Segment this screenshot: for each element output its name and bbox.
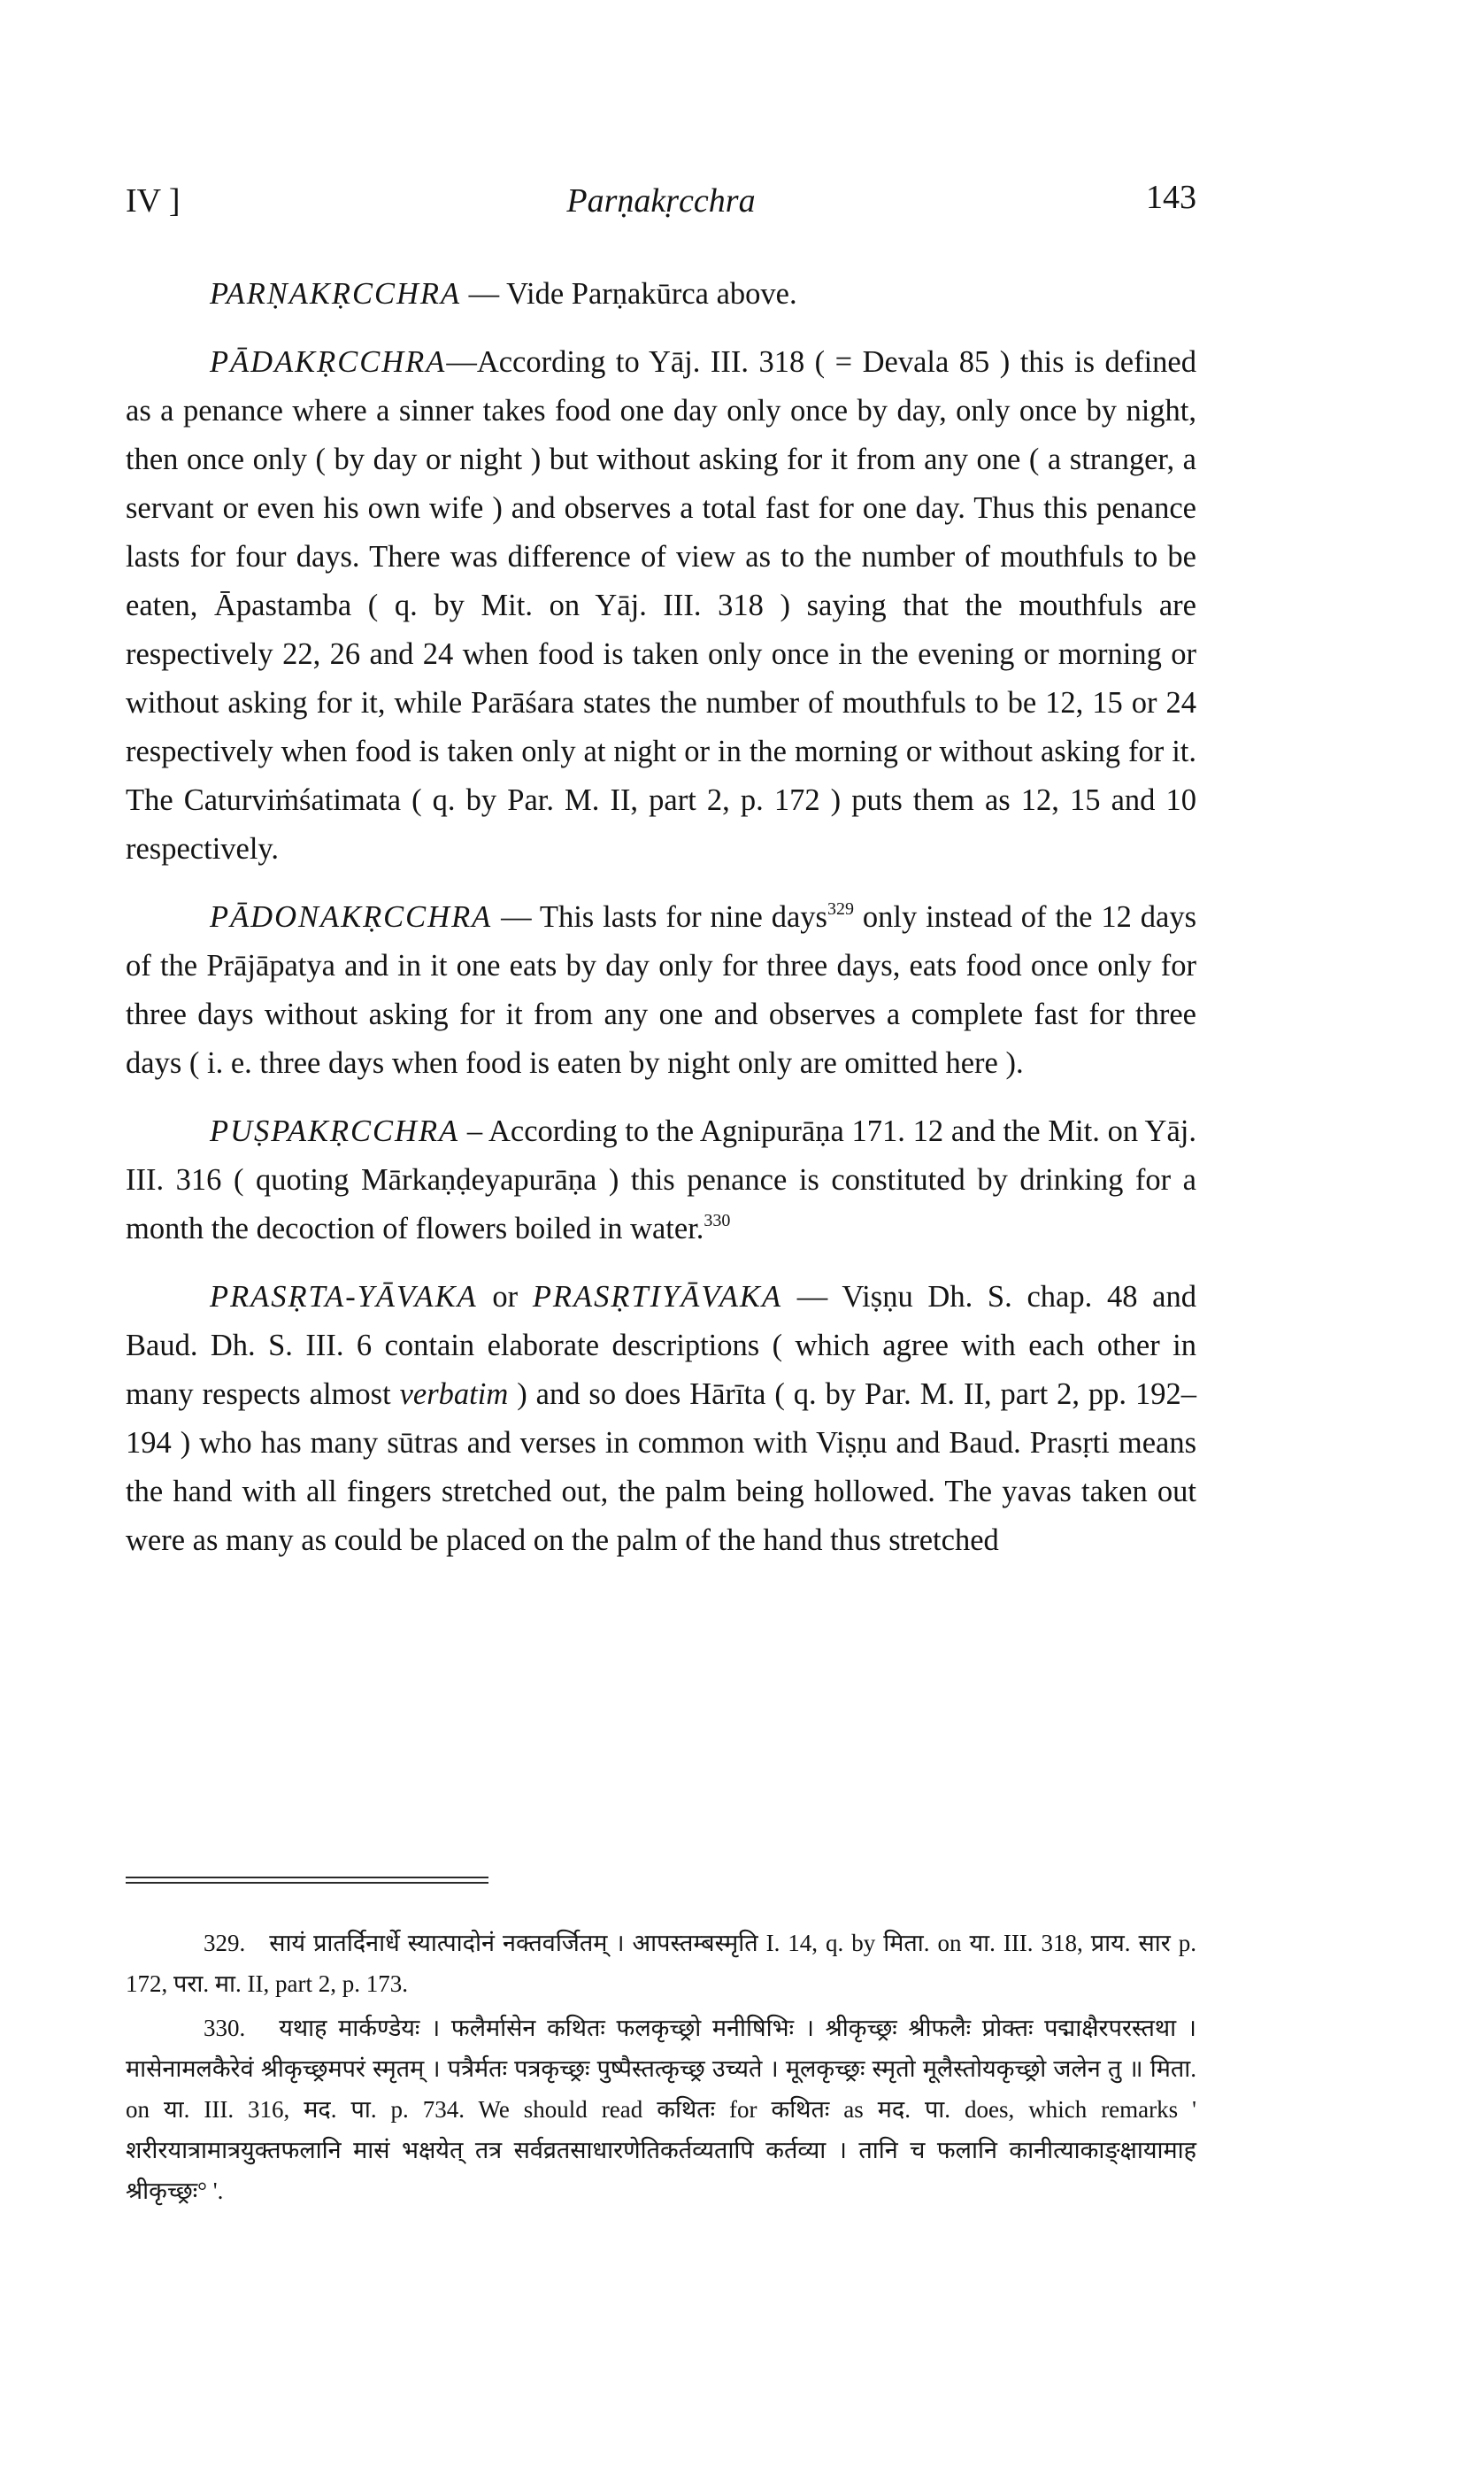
entry-text-cont: ) and so does Hārīta ( q. by Par. M. II, part 2, pp. 192–194 ) who has many sūtras and verses in common with Viṣṇu and Baud. Prasṛti means the hand with all fingers stretched out, the palm being hollowed. The yavas taken out were as many as could be placed on the palm of the hand thus stretched [126,1377,1196,1557]
footnote-329 [126,1923,1196,2004]
page-number: 143 [1146,179,1196,216]
running-title: Parṇakṛcchra [566,182,756,220]
entry-term-alt: PRASṚTIYĀVAKA [532,1280,783,1314]
footnote-ref-329[interactable]: 329 [827,899,854,919]
entry-text: — This lasts for nine days [492,900,827,934]
body-text [126,270,1196,1584]
entry-text: – According to the Agnipurāṇa 171. 12 and the Mit. on Yāj. III. 316 ( quoting Mārkaṇḍeyapurāṇa ) this penance is constituted by drinking for a month the decoction of flowers boiled in water. [126,1114,1196,1245]
italic-word: verbatim [399,1377,509,1411]
page-header [126,181,1196,235]
entry-padonakrcchra [126,893,1196,1088]
entry-text: — Vide Parṇakūrca above. [461,277,797,311]
entry-puspakrcchra [126,1107,1196,1253]
entry-term: PRASṚTA-YĀVAKA [210,1280,478,1314]
entry-text: — Viṣṇu Dh. S. chap. 48 and Baud. Dh. S. III. 6 contain elaborate descriptions ( which agree with each other in many respects almost [126,1280,1196,1411]
footnote-ref-330[interactable]: 330 [704,1211,731,1230]
footnote-number: 329. [204,1930,246,1956]
entry-prasrta-yavaka [126,1273,1196,1565]
entry-term: PUṢPAKṚCCHRA [210,1114,460,1148]
entry-text: —According to Yāj. III. 318 ( = Devala 85 ) this is defined as a penance where a sinner takes food one day only once by day, only once by night, then once only ( by day or night ) but without asking for it from any one ( a stranger, a servant or even his own wife ) and observes a total fast for one day. Thus this penance lasts for four days. There was difference of view as to the number of mouthfuls to be eaten, Āpastamba ( q. by Mit. on Yāj. III. 318 ) saying that the mouthfuls are respectively 22, 26 and 24 when food is taken only once in the evening or morning or without asking for it, while Parāśara states the number of mouthfuls to be 12, 15 or 24 respectively when food is taken only at night or in the morning or without asking for it. The Caturviṁśatimata ( q. by Par. M. II, part 2, p. 172 ) puts them as 12, 15 and 10 respectively. [126,345,1196,866]
footnote-number: 330. [204,2015,246,2041]
footnote-text: सायं प्रातर्दिनार्धे स्यात्पादोनं नक्तवर्जितम् । आपस्तम्बस्मृति I. 14, q. by मिता. on या. III. 318, प्राय. सार p. 172, परा. मा. II, part 2, p. 173. [126,1930,1197,1997]
entry-parnakrcchra [126,270,1196,319]
footnotes [126,1923,1196,2215]
footnote-text: यथाह मार्कण्डेयः । फलैर्मासेन कथितः फलकृच्छ्रो मनीषिभिः । श्रीकृच्छ्रः श्रीफलैः प्रोक्तः पद्माक्षैरपरस्तथा । मासेनामलकैरेवं श्रीकृच्छ्रमपरं स्मृतम् । पत्रैर्मतः पत्रकृच्छ्रः पुष्पैस्तत्कृच्छ्र उच्यते । मूलकृच्छ्रः स्मृतो मूलैस्तोयकृच्छ्रो जलेन तु ॥ मिता. on या. III. 316, मद. पा. p. 734. We should read कथितः for कथितः as मद. पा. does, which remarks ' शरीरयात्रामात्रयुक्तफलानि मासं भक्षयेत् तत्र सर्वव्रतसाधारणेतिकर्तव्यतापि कर्तव्या । तानि च फलानि कानीत्याकाङ्क्षायामाह श्रीकृच्छ्रः° '. [126,2015,1197,2204]
entry-term: PĀDAKṚCCHRA [210,345,447,379]
entry-term: PARṆAKṚCCHRA [210,277,462,311]
footnote-divider [126,1877,488,1889]
chapter-marker: IV ] [126,182,181,220]
entry-term: PĀDONAKṚCCHRA [210,900,493,934]
entry-connector: or [477,1280,533,1314]
entry-text-cont: only instead of the 12 days of the Prājāpatya and in it one eats by day only for three days, eats food once only for three days without asking for it from any one and observes a complete fast for three days ( i. e. three days when food is eaten by night only are omitted here ). [126,900,1196,1080]
footnote-330 [126,2008,1196,2211]
entry-padakrcchra [126,338,1196,874]
